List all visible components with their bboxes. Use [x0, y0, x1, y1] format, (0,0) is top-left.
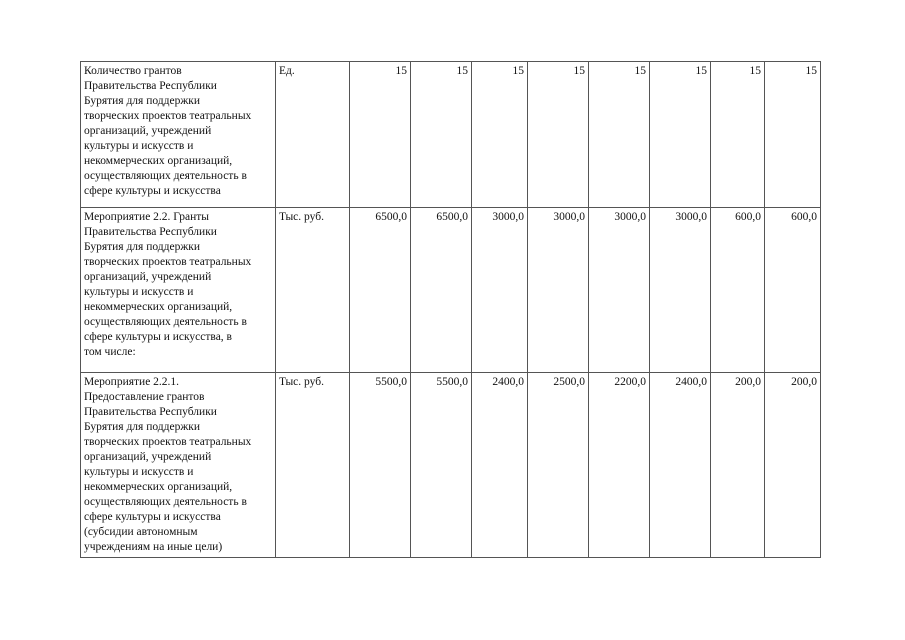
value-cell: 3000,0	[472, 208, 528, 373]
value-cell: 200,0	[711, 373, 765, 558]
value-cell: 2400,0	[650, 373, 711, 558]
value-cell: 15	[711, 62, 765, 208]
value-cell: 600,0	[765, 208, 821, 373]
value-cell: 3000,0	[650, 208, 711, 373]
value-cell: 15	[411, 62, 472, 208]
value-cell: 5500,0	[411, 373, 472, 558]
value-cell: 15	[589, 62, 650, 208]
row-description: Мероприятие 2.2. Гранты Правительства Республики Бурятия для поддержки творческих проектов театральных организаций, учреждений культуры и искусств и некоммерческих организаций, осуществляющих деятельность в сфере культуры и искусства, в том числе:	[81, 208, 276, 373]
value-cell: 3000,0	[528, 208, 589, 373]
row-description: Мероприятие 2.2.1. Предоставление грантов Правительства Республики Бурятия для поддержки творческих проектов театральных организаций, учреждений культуры и искусств и некоммерческих организаций, осуществляющих деятельность в сфере культуры и искусства (субсидии автономным учреждениям на иные цели)	[81, 373, 276, 558]
table-row	[81, 62, 821, 208]
value-cell: 2400,0	[472, 373, 528, 558]
value-cell: 200,0	[765, 373, 821, 558]
row-unit: Ед.	[276, 62, 350, 208]
value-cell: 600,0	[711, 208, 765, 373]
row-unit: Тыс. руб.	[276, 373, 350, 558]
value-cell: 2200,0	[589, 373, 650, 558]
value-cell: 15	[528, 62, 589, 208]
value-cell: 5500,0	[350, 373, 411, 558]
data-table	[80, 61, 821, 558]
value-cell: 15	[650, 62, 711, 208]
value-cell: 3000,0	[589, 208, 650, 373]
value-cell: 15	[765, 62, 821, 208]
value-cell: 6500,0	[411, 208, 472, 373]
row-unit: Тыс. руб.	[276, 208, 350, 373]
value-cell: 15	[472, 62, 528, 208]
table-row	[81, 373, 821, 558]
row-description: Количество грантов Правительства Республики Бурятия для поддержки творческих проектов театральных организаций, учреждений культуры и искусств и некоммерческих организаций, осуществляющих деятельность в сфере культуры и искусства	[81, 62, 276, 208]
value-cell: 6500,0	[350, 208, 411, 373]
value-cell: 15	[350, 62, 411, 208]
table-row	[81, 208, 821, 373]
value-cell: 2500,0	[528, 373, 589, 558]
